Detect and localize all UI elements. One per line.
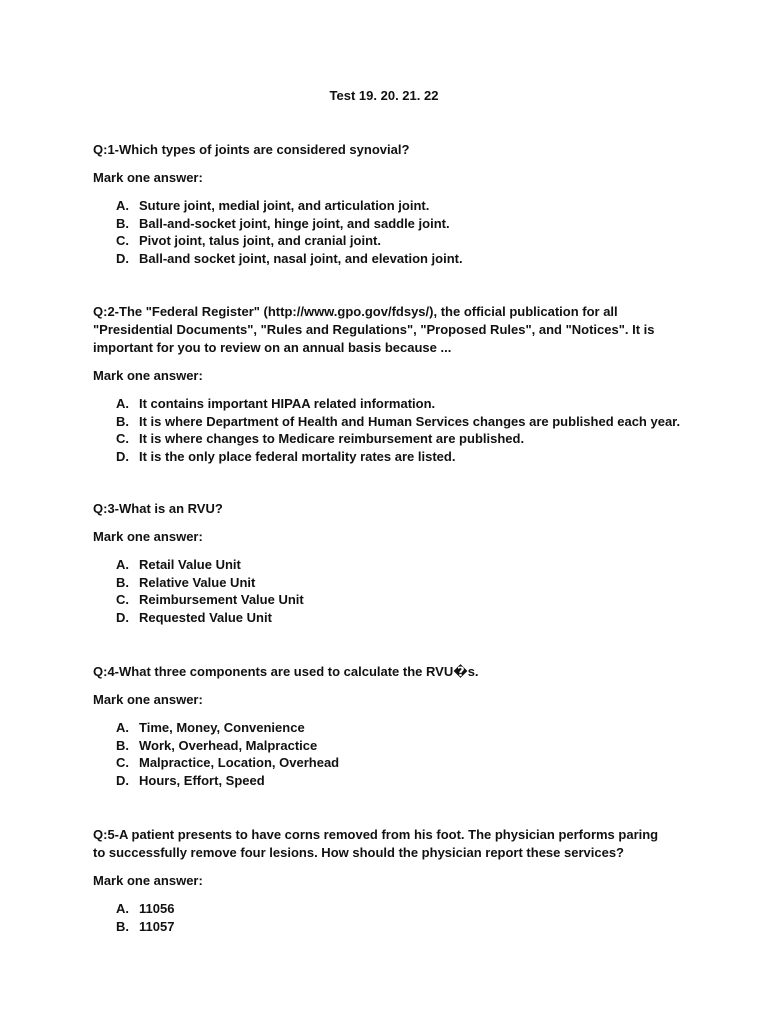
answer-option [93,719,673,737]
option-letter: B. [116,737,129,753]
answer-option [93,430,673,448]
option-letter: C. [116,592,129,608]
answer-option [93,215,673,233]
option-letter: D. [116,610,129,626]
answer-options [93,900,673,935]
answer-option [93,232,673,250]
option-text: Requested Value Unit [139,610,272,626]
option-text: Time, Money, Convenience [139,720,305,735]
option-letter: B. [116,413,129,429]
option-letter: D. [116,449,129,465]
question-5 [93,826,673,935]
option-text: It is where Department of Health and Human Services changes are published each year. [139,413,681,429]
answer-instruction: Mark one answer: [93,873,203,888]
answer-option [93,197,673,215]
question-text: Q:5-A patient presents to have corns removed from his foot. The physician performs paring to successfully remove four lesions. How should the physician report these services? [93,827,659,860]
option-text: Suture joint, medial joint, and articulation joint. [139,198,430,213]
option-letter: A. [116,720,129,735]
option-text: 11056 [139,901,175,916]
option-text: It is the only place federal mortality rates are listed. [139,449,456,465]
question-3 [93,500,673,627]
answer-option [93,574,673,592]
answer-option [93,900,673,918]
option-letter: D. [116,251,129,267]
option-text: Ball-and-socket joint, hinge joint, and saddle joint. [139,215,450,231]
option-text: 11057 [139,918,175,934]
answer-option [93,737,673,755]
option-text: It is where changes to Medicare reimbursement are published. [139,431,525,447]
question-4 [93,663,673,790]
question-text: Q:2-The "Federal Register" (http://www.gpo.gov/fdsys/), the official publication for all "Presidential Documents", "Rules and Regulations", "Proposed Rules", and "Notices". It is important for you to review on an annual basis because ... [93,304,655,355]
question-1 [93,141,673,268]
answer-instruction: Mark one answer: [93,529,203,544]
option-letter: A. [116,396,129,411]
question-text: Q:3-What is an RVU? [93,501,223,516]
answer-option [93,772,673,790]
option-text: Reimbursement Value Unit [139,592,304,608]
option-letter: A. [116,198,129,213]
option-letter: B. [116,918,129,934]
option-text: Relative Value Unit [139,574,256,590]
option-letter: C. [116,233,129,249]
answer-option [93,754,673,772]
answer-option [93,591,673,609]
option-text: It contains important HIPAA related information. [139,396,436,411]
answer-instruction: Mark one answer: [93,368,203,383]
option-text: Hours, Effort, Speed [139,773,265,789]
question-text: Q:1-Which types of joints are considered synovial? [93,142,410,157]
option-letter: A. [116,901,129,916]
option-text: Malpractice, Location, Overhead [139,755,340,771]
answer-instruction: Mark one answer: [93,170,203,185]
answer-option [93,413,681,431]
answer-options [93,719,673,790]
answer-option [93,250,673,268]
option-letter: D. [116,773,129,789]
answer-option [93,918,673,936]
answer-instruction: Mark one answer: [93,692,203,707]
option-letter: B. [116,215,129,231]
option-letter: C. [116,755,129,771]
question-2 [93,303,681,466]
document-title: Test 19. 20. 21. 22 [329,88,439,103]
answer-option [93,395,673,413]
option-text: Ball-and socket joint, nasal joint, and elevation joint. [139,251,463,267]
option-letter: C. [116,431,129,447]
option-text: Retail Value Unit [139,557,241,572]
answer-options [93,556,673,627]
answer-option [93,448,673,466]
option-letter: B. [116,574,129,590]
answer-options [93,197,673,268]
option-text: Work, Overhead, Malpractice [139,737,318,753]
answer-options [93,395,681,466]
question-text: Q:4-What three components are used to calculate the RVU�s. [93,664,479,679]
option-letter: A. [116,557,129,572]
answer-option [93,609,673,627]
option-text: Pivot joint, talus joint, and cranial joint. [139,233,381,249]
answer-option [93,556,673,574]
